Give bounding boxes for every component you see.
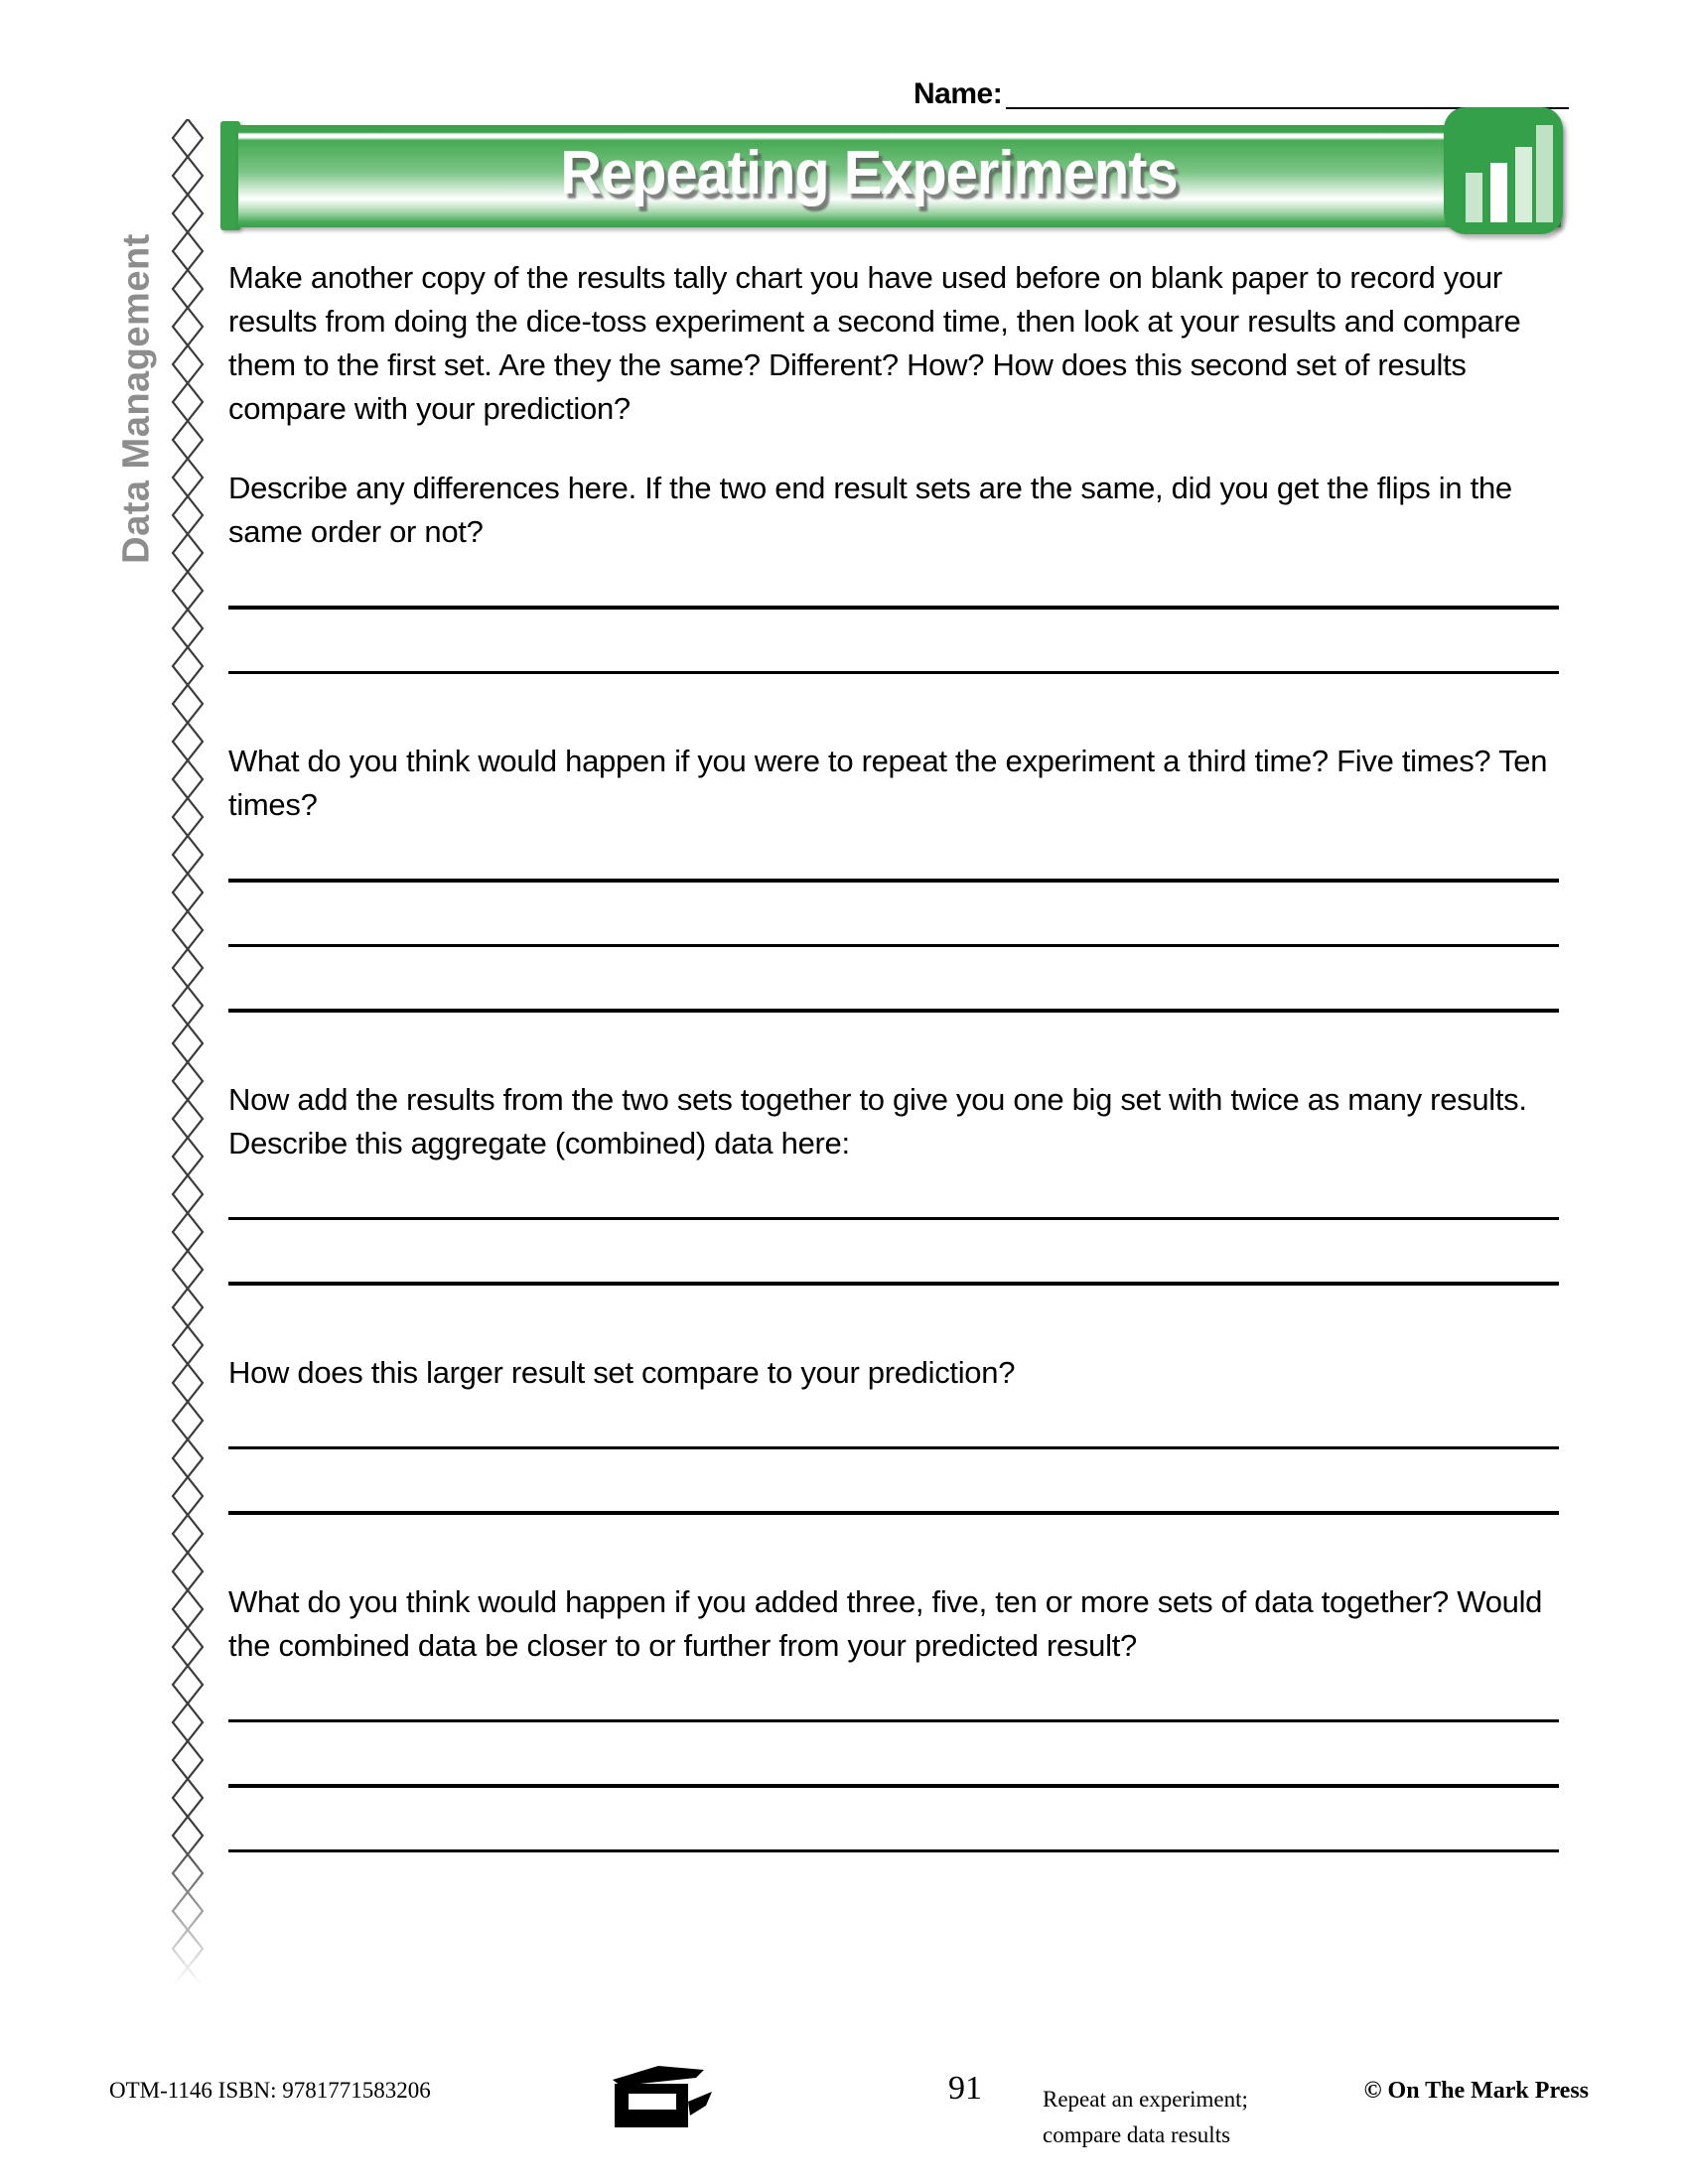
answer-lines-2 <box>228 879 1559 1013</box>
name-label: Name: <box>914 77 1003 110</box>
question-prompt-5: What do you think would happen if you added three, five, ten or more sets of data together? Would the combined data be closer to or further from your predicted result? <box>228 1583 1543 1663</box>
answer-lines-4 <box>228 1446 1559 1515</box>
question-prompt-1: Describe any differences here. If the two end result sets are the same, did you get the flips in the same order or not? <box>228 471 1512 550</box>
page-title-banner <box>220 121 1561 230</box>
question-prompt-3: Now add the results from the two sets together to give you one big set with twice as many results. Describe this aggregate (combined) data here: <box>228 1081 1527 1160</box>
bar-chart-icon <box>1444 107 1563 234</box>
worksheet-body <box>228 256 1559 1852</box>
page-title: Repeating Experiments <box>560 139 1178 207</box>
answer-line[interactable] <box>228 879 1559 883</box>
answer-line[interactable] <box>228 1784 1559 1788</box>
sidebar-strand <box>107 119 169 695</box>
answer-line[interactable] <box>228 944 1559 948</box>
question-prompt-2: What do you think would happen if you were to repeat the experiment a third time? Five times? Ten times? <box>228 744 1548 823</box>
page-number: 91 <box>948 2070 982 2107</box>
answer-line[interactable] <box>228 1446 1559 1450</box>
diamond-chain-icon <box>171 119 205 1985</box>
footer-description <box>1043 2082 1370 2152</box>
answer-lines-5 <box>228 1719 1559 1853</box>
answer-line[interactable] <box>228 1849 1559 1853</box>
open-box-logo-icon <box>601 2064 720 2141</box>
page-footer <box>109 2070 1589 2159</box>
answer-line[interactable] <box>228 1217 1559 1221</box>
answer-lines-1 <box>228 606 1559 674</box>
intro-paragraph: Make another copy of the results tally chart you have used before on blank paper to record your results from doing the dice-toss experiment a second time, then look at your results and compare them to the first set. Are they the same? Different? How? How does this second set of results compare with your prediction? <box>228 260 1521 427</box>
question-prompt-4: How does this larger result set compare to your prediction? <box>228 1354 1016 1390</box>
footer-description-line-1: Repeat an experiment; <box>1043 2087 1248 2112</box>
answer-line[interactable] <box>228 606 1559 610</box>
sidebar-section-label: Data Management <box>115 233 158 564</box>
isbn-text: OTM-1146 ISBN: 9781771583206 <box>109 2078 431 2103</box>
banner-left-cap <box>220 121 240 230</box>
footer-description-line-2: compare data results <box>1043 2121 1231 2147</box>
answer-lines-3 <box>228 1217 1559 1286</box>
answer-line[interactable] <box>228 1719 1559 1723</box>
publisher-text: © On The Mark Press <box>1363 2078 1589 2104</box>
